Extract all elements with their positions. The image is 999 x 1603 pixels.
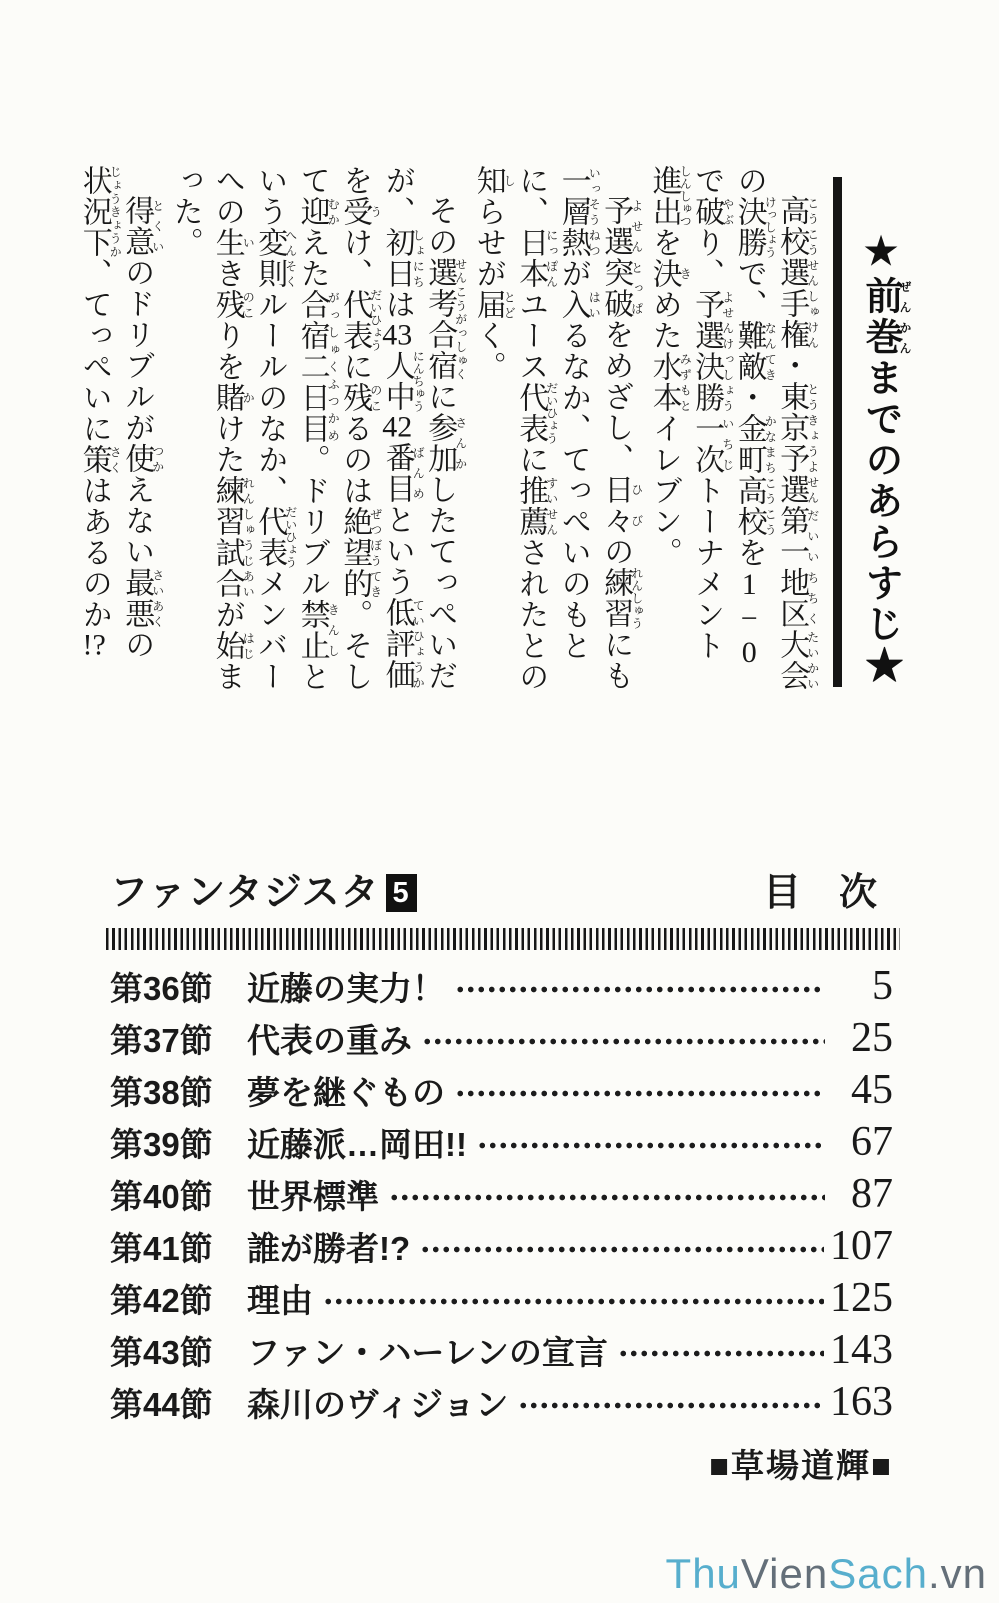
text-segment: 生い <box>210 227 256 258</box>
toc-entry <box>110 1376 893 1428</box>
text-segment: の <box>599 536 633 567</box>
page-number: 45 <box>851 1067 893 1113</box>
text-segment: 策さく <box>77 444 123 475</box>
watermark-part: Vien <box>740 1550 829 1597</box>
dot-leader <box>323 1296 824 1307</box>
text-segment: 合宿二日目がっしゅくふつかめ <box>295 289 341 444</box>
page-number: 107 <box>830 1223 893 1269</box>
dot-leader <box>477 1140 825 1151</box>
divider-stripes <box>106 928 900 950</box>
text-segment: 、てっぺいに <box>77 258 111 444</box>
text-segment: 破やぶ <box>690 196 735 227</box>
toc-entry <box>110 1012 893 1064</box>
text-segment: ユース <box>514 289 548 382</box>
page-number: 143 <box>830 1327 893 1373</box>
text-segment: 代表だいひょう <box>253 506 298 568</box>
toc-entry <box>110 960 893 1012</box>
text-segment: えない <box>120 474 154 567</box>
text-segment: のドリブルが <box>120 257 154 443</box>
text-segment: 得意とくい <box>120 195 165 257</box>
chapter-number: 第41節 <box>110 1229 213 1267</box>
watermark-part: Thu <box>665 1550 741 1597</box>
text-segment: 受う <box>338 196 383 227</box>
text-segment: ・ <box>775 350 809 381</box>
text-segment: という <box>380 504 414 597</box>
text-segment: 迎むか <box>295 196 341 227</box>
text-segment: 金町高校かなまちこうこう <box>732 413 778 537</box>
text-segment: メンバーへの <box>210 165 287 692</box>
text-segment: 番目ばんめ <box>380 442 426 504</box>
synopsis-vertical-flow <box>73 165 911 700</box>
toc-entry <box>110 1272 893 1324</box>
synopsis-body <box>73 165 819 700</box>
chapter-title: 代表の重み <box>247 1021 412 1059</box>
watermark <box>666 1550 987 1598</box>
synopsis-paragraph <box>73 165 164 700</box>
chapter-number: 第42節 <box>110 1281 213 1319</box>
text-segment: は <box>380 289 414 320</box>
dot-leader <box>618 1348 824 1359</box>
chapter-title: 森川のヴィジョン <box>247 1385 509 1423</box>
text-segment: 43 <box>382 320 413 350</box>
text-segment: までのあらすじ <box>859 358 901 645</box>
text-segment: に <box>514 444 548 475</box>
text-segment: るのは <box>338 413 372 506</box>
text-segment: はあるのか <box>77 475 111 630</box>
text-segment: けた <box>210 413 244 475</box>
text-segment: 参加さんか <box>423 412 468 474</box>
text-segment: 練習れんしゅう <box>599 567 644 629</box>
chapter-title: 世界標準 <box>247 1177 379 1215</box>
text-segment: 残のこ <box>210 289 256 320</box>
text-segment: 推薦すいせん <box>514 475 559 537</box>
text-segment: 一層熱いっそうねつ <box>556 165 602 258</box>
chapter-title: ファン・ハーレンの宣言 <box>247 1333 608 1371</box>
text-segment: 予選突破よせんとっぱ <box>599 195 644 319</box>
text-segment: 残のこ <box>338 382 383 413</box>
watermark-part: .vn <box>927 1550 987 1597</box>
text-segment: を <box>647 227 681 258</box>
text-segment: 。そして <box>295 165 372 692</box>
chapter-title: 近藤の実力！ <box>247 969 445 1007</box>
chapter-number: 第37節 <box>110 1021 213 1059</box>
chapter-title: 誰が勝者!? <box>247 1229 411 1267</box>
toc-entry <box>110 1324 893 1376</box>
toc-heading: 目 次 <box>762 872 877 914</box>
text-segment: 決き <box>647 258 693 289</box>
text-segment: まった。 <box>168 165 244 692</box>
text-segment: 届とど <box>471 289 517 320</box>
text-segment: 知し <box>471 165 517 196</box>
text-segment: 予選決勝よせんけっしょう <box>690 289 735 413</box>
dot-leader <box>420 1244 824 1255</box>
text-segment: が <box>556 258 590 289</box>
text-segment: 日本にっぽん <box>514 227 559 289</box>
text-segment: るなか、てっぺいのもとに、 <box>514 165 590 661</box>
text-segment: その <box>423 195 457 257</box>
toc-list <box>110 950 893 1428</box>
text-segment: 禁止きんし <box>295 599 341 661</box>
chapter-number: 第38節 <box>110 1073 213 1111</box>
text-segment: に <box>423 381 457 412</box>
text-segment: 絶望的ぜつぼうてき <box>338 506 383 599</box>
text-segment: 状況下じょうきょうか <box>77 165 123 258</box>
text-segment: 水本みずもと <box>647 351 693 413</box>
text-segment: 始はじ <box>210 630 256 661</box>
text-segment: 難敵なんてき <box>732 320 778 382</box>
text-segment: 決勝けっしょう <box>732 196 778 258</box>
text-segment: !? <box>82 630 106 660</box>
dot-leader <box>455 984 825 995</box>
text-segment: ★ <box>859 645 901 686</box>
text-segment: を1−0で <box>690 165 766 670</box>
text-segment: したてっぺいだが、 <box>380 165 457 691</box>
series-title <box>110 874 417 912</box>
chapter-title: 理由 <box>247 1281 313 1319</box>
text-segment: ・ <box>732 382 766 413</box>
text-segment: 代表だいひょう <box>514 382 559 444</box>
text-segment: 変則へんそく <box>253 227 298 289</box>
text-segment: 42 <box>382 412 413 442</box>
text-segment: 入はい <box>556 289 602 320</box>
synopsis-title <box>854 177 911 687</box>
author-credit: ■草場道輝■ <box>709 1447 893 1484</box>
text-segment: ルールのなか、 <box>253 289 287 506</box>
text-segment: えた <box>295 227 329 289</box>
text-segment: めた <box>647 289 681 351</box>
text-segment: 東京予選とうきょうよせん <box>775 381 820 505</box>
toc-header <box>110 872 893 912</box>
text-segment: 人中にんちゅう <box>380 350 426 412</box>
text-segment: りを <box>210 320 244 382</box>
watermark-part: Sach <box>828 1550 928 1597</box>
synopsis-paragraph <box>643 165 819 700</box>
text-segment: 使つか <box>120 443 165 474</box>
text-segment: 大会たいかい <box>775 629 820 691</box>
synopsis-paragraph <box>467 165 643 700</box>
toc-entry <box>110 1220 893 1272</box>
synopsis-section <box>73 165 911 700</box>
page-number: 87 <box>851 1171 893 1217</box>
text-segment: 日々ひび <box>599 474 644 536</box>
volume-badge: 5 <box>386 874 417 912</box>
text-segment: 選考合宿せんこうがっしゅく <box>423 257 468 381</box>
series-title-text: ファンタジスタ <box>110 872 380 914</box>
chapter-number: 第40節 <box>110 1177 213 1215</box>
toc-entry <box>110 1064 893 1116</box>
text-segment: という <box>253 165 329 692</box>
text-segment: 低てい <box>380 597 426 628</box>
dot-leader <box>389 1192 825 1203</box>
chapter-title: 近藤派…岡田!! <box>247 1125 467 1163</box>
text-segment: 第一地区だいいちちく <box>775 505 820 629</box>
page-number: 125 <box>830 1275 893 1321</box>
text-segment: 初日しょにち <box>380 227 426 289</box>
text-segment: らせが <box>471 196 505 289</box>
text-segment: 最悪さいあく <box>120 567 165 629</box>
text-segment: ★ <box>859 229 901 276</box>
text-segment: 代表だいひょう <box>338 289 383 351</box>
chapter-title: 夢を継ぐもの <box>247 1073 445 1111</box>
text-segment: 前巻ぜんかん <box>859 276 912 358</box>
page-number: 25 <box>851 1015 893 1061</box>
text-segment: が <box>210 599 244 630</box>
text-segment: 練習試合れんしゅうじあい <box>210 475 256 599</box>
chapter-number: 第43節 <box>110 1333 213 1371</box>
text-segment: をめざし、 <box>599 319 633 474</box>
page-number: 163 <box>830 1379 893 1425</box>
synopsis-paragraph <box>164 165 467 700</box>
text-segment: の <box>120 629 154 660</box>
chapter-number: 第44節 <box>110 1385 213 1423</box>
text-segment: く。 <box>471 320 505 382</box>
page-number: 5 <box>872 963 893 1009</box>
text-segment: イレブン。 <box>647 413 681 568</box>
text-segment: トーナメント <box>690 475 724 661</box>
text-segment: き <box>210 258 244 289</box>
chapter-number: 第39節 <box>110 1125 213 1163</box>
chapter-number: 第36節 <box>110 969 213 1007</box>
dot-leader <box>455 1088 825 1099</box>
text-segment: け、 <box>338 227 372 289</box>
title-divider-bar <box>833 177 842 687</box>
toc-section <box>110 872 893 1487</box>
dot-leader <box>518 1400 824 1411</box>
dot-leader <box>422 1036 825 1047</box>
text-segment: に <box>338 351 372 382</box>
text-segment: り、 <box>690 227 724 289</box>
text-segment: 進出しんしゅつ <box>647 165 693 227</box>
text-segment: 高校選手権こうこうせんしゅけん <box>775 195 820 350</box>
text-segment: 賭か <box>210 382 256 413</box>
text-segment: で、 <box>732 258 766 320</box>
text-segment: の <box>732 165 766 196</box>
text-segment: されたとの <box>514 537 548 692</box>
toc-entry <box>110 1168 893 1220</box>
text-segment: にも <box>599 629 633 691</box>
page-number: 67 <box>851 1119 893 1165</box>
text-segment: 評価ひょうか <box>380 628 426 690</box>
text-segment: を <box>338 165 372 196</box>
text-segment: 一次いちじ <box>690 413 735 475</box>
toc-entry <box>110 1116 893 1168</box>
text-segment: 。ドリブル <box>295 444 329 599</box>
